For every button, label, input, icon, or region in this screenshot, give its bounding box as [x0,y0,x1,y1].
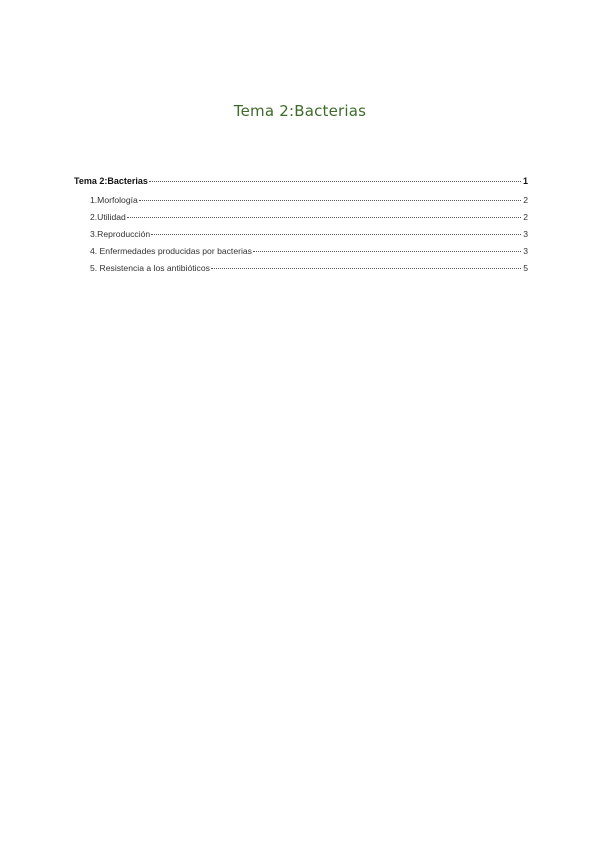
toc-leader-dots [127,217,521,218]
table-of-contents [74,176,528,280]
toc-leader-dots [151,234,521,235]
toc-leader-dots [139,200,521,201]
toc-entry-page: 2 [523,212,528,222]
toc-entry-reproduccion[interactable] [74,229,528,246]
toc-leader-dots [253,251,521,252]
toc-entry-page: 5 [523,263,528,273]
toc-entry-page: 3 [523,246,528,256]
toc-entry-label: 5. Resistencia a los antibióticos [90,263,210,273]
toc-entry-label: 4. Enfermedades producidas por bacterias [90,246,252,256]
toc-entry-label: 3.Reproducción [90,229,151,239]
toc-entry-label: Tema 2:Bacterias [74,176,148,186]
toc-entry-page: 1 [522,176,528,186]
toc-entry-page: 2 [523,195,528,205]
toc-entry-label: 2.Utilidad [90,212,126,222]
document-title: Tema 2:Bacterias [233,102,367,120]
toc-entry-tema-2[interactable] [74,176,528,195]
toc-entry-utilidad[interactable] [74,212,528,229]
toc-leader-dots [149,181,521,182]
toc-leader-dots [211,268,521,269]
toc-entry-morfologia[interactable] [74,195,528,212]
toc-entry-enfermedades[interactable] [74,246,528,263]
toc-entry-label: 1.Morfología [90,195,138,205]
toc-entry-resistencia[interactable] [74,263,528,280]
toc-entry-page: 3 [523,229,528,239]
